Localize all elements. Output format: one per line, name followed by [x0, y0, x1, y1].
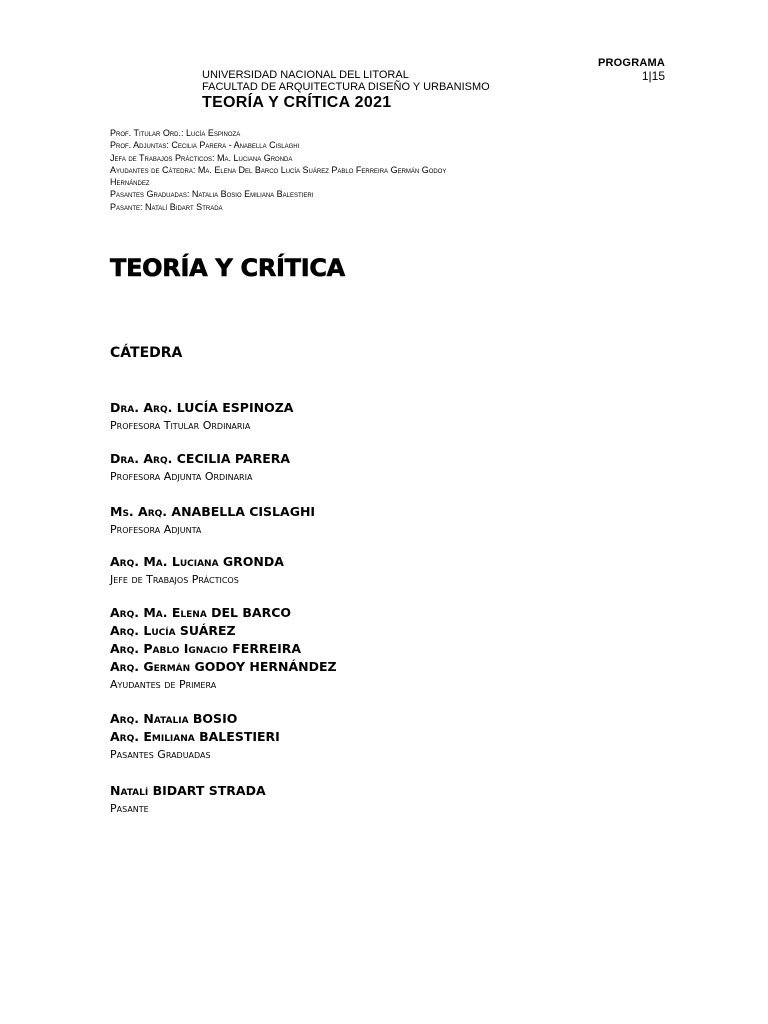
member-prefix: Dra. Arq. — [110, 400, 173, 415]
member-surname: BIDART STRADA — [152, 783, 266, 798]
staff-line: Pasante: Natalí Bidart Strada — [110, 201, 223, 212]
staff-line: Prof. Titular Ord.: Lucía Espinoza — [110, 128, 241, 138]
member-role: Jefe de Trabajos Prácticos — [110, 573, 239, 586]
member-name — [110, 658, 337, 676]
member-surname: ANABELLA CISLAGHI — [171, 504, 316, 519]
member-surname: FERREIRA — [232, 641, 302, 656]
member-prefix: Arq. Ma. Luciana — [110, 554, 219, 569]
faculty-group — [110, 782, 266, 817]
faculty-group — [110, 450, 290, 485]
member-surname: SUÁREZ — [179, 623, 236, 638]
member-name — [110, 604, 337, 622]
staff-summary — [110, 127, 580, 213]
member-role: Profesora Adjunta Ordinaria — [110, 470, 253, 483]
staff-line: Hernández — [110, 177, 150, 188]
member-role: Pasante — [110, 802, 149, 815]
member-prefix: Arq. Emiliana — [110, 729, 195, 744]
member-role: Ayudantes de Primera — [110, 678, 217, 691]
member-role: Profesora Adjunta — [110, 523, 202, 536]
faculty-group — [110, 604, 337, 693]
catedra-heading: CÁTEDRA — [110, 345, 183, 361]
member-role: Pasantes Graduadas — [110, 748, 211, 761]
page-number: 1|15 — [641, 69, 665, 83]
member-name — [110, 710, 280, 728]
member-surname: BALESTIERI — [199, 729, 280, 744]
staff-line: Prof. Adjuntas: Cecilia Parera - Anabella Cislaghi — [110, 140, 300, 151]
member-surname: CECILIA PARERA — [176, 451, 291, 466]
member-surname: BOSIO — [192, 711, 238, 726]
faculty-group — [110, 503, 315, 538]
staff-line: Pasantes Graduadas: Natalia Bosio Emiliana Balestieri — [110, 189, 314, 200]
member-prefix: Dra. Arq. — [110, 451, 173, 466]
member-name — [110, 728, 280, 746]
member-name — [110, 450, 290, 468]
member-surname: GODOY HERNÁNDEZ — [194, 659, 337, 674]
member-prefix: Arq. Germán — [110, 659, 191, 674]
member-prefix: Arq. Lucía — [110, 623, 176, 638]
member-surname: LUCÍA ESPINOZA — [176, 400, 294, 415]
member-name — [110, 553, 284, 571]
main-title: TEORÍA Y CRÍTICA — [110, 254, 345, 282]
member-surname: GRONDA — [222, 554, 284, 569]
faculty-group — [110, 710, 280, 763]
faculty-group — [110, 399, 293, 434]
program-label: PROGRAMA — [598, 57, 665, 69]
course-title: TEORÍA Y CRÍTICA 2021 — [202, 94, 392, 111]
member-prefix: Arq. Natalia — [110, 711, 189, 726]
staff-line: Ayudantes de Cátedra: Ma. Elena Del Barco Lucía Suárez Pablo Ferreira Germán Godoy — [110, 164, 447, 175]
member-name — [110, 503, 315, 521]
member-prefix: Arq. Ma. Elena — [110, 605, 207, 620]
member-prefix: Arq. Pablo Ignacio — [110, 641, 228, 656]
faculty-group — [110, 553, 284, 588]
university-name: UNIVERSIDAD NACIONAL DEL LITORAL — [202, 69, 409, 81]
member-prefix: Natalí — [110, 783, 149, 798]
faculty-name: FACULTAD DE ARQUITECTURA DISEÑO Y URBANISMO — [202, 81, 490, 93]
member-surname: DEL BARCO — [211, 605, 291, 620]
member-name — [110, 399, 293, 417]
staff-line: Jefa de Trabajos Prácticos: Ma. Luciana Gronda — [110, 152, 293, 163]
member-role: Profesora Titular Ordinaria — [110, 419, 251, 432]
member-name — [110, 782, 266, 800]
member-name — [110, 622, 337, 640]
member-prefix: Ms. Arq. — [110, 504, 168, 519]
member-name — [110, 640, 337, 658]
